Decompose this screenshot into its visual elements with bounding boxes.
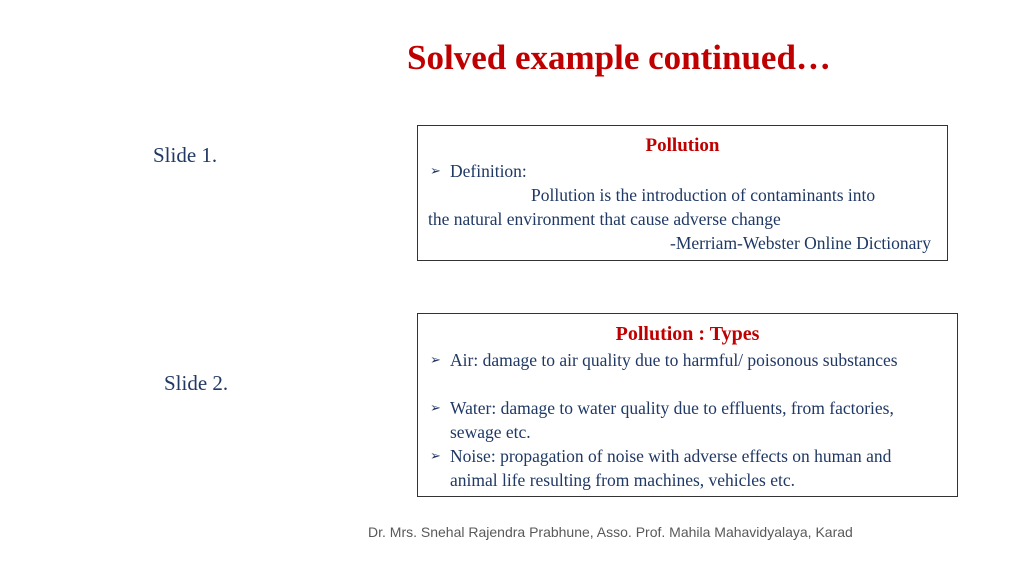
arrow-bullet-icon: ➢ [430,448,441,463]
definition-source: -Merriam-Webster Online Dictionary [670,233,931,253]
page-title: Solved example continued… [407,38,831,77]
definition-box-heading: Pollution [645,135,720,156]
list-item [418,396,938,444]
pollution-types-box [417,313,958,497]
pollution-definition-box [417,125,948,261]
list-item [418,348,938,372]
slide-2-label: Slide 2. [164,371,229,395]
arrow-bullet-icon: ➢ [430,352,441,367]
definition-text-line-2: the natural environment that cause adverse change [428,209,781,229]
definition-bullet [418,159,527,183]
arrow-bullet-icon: ➢ [430,400,441,415]
definition-text-line-1: Pollution is the introduction of contaminants into [531,185,876,205]
slide-1-label: Slide 1. [153,143,218,167]
definition-bullet-label: Definition: [450,161,527,181]
bullet-noise-text: Noise: propagation of noise with adverse effects on human and animal life resulting from machines, vehicles etc. [450,446,892,490]
footer-author: Dr. Mrs. Snehal Rajendra Prabhune, Asso. Prof. Mahila Mahavidyalaya, Karad [368,524,853,540]
bullet-water-text: Water: damage to water quality due to effluents, from factories, sewage etc. [450,398,894,442]
types-box-heading: Pollution : Types [615,323,760,345]
bullet-air-text: Air: damage to air quality due to harmful/ poisonous substances [450,350,898,370]
list-item [418,444,938,492]
arrow-bullet-icon: ➢ [430,163,441,178]
